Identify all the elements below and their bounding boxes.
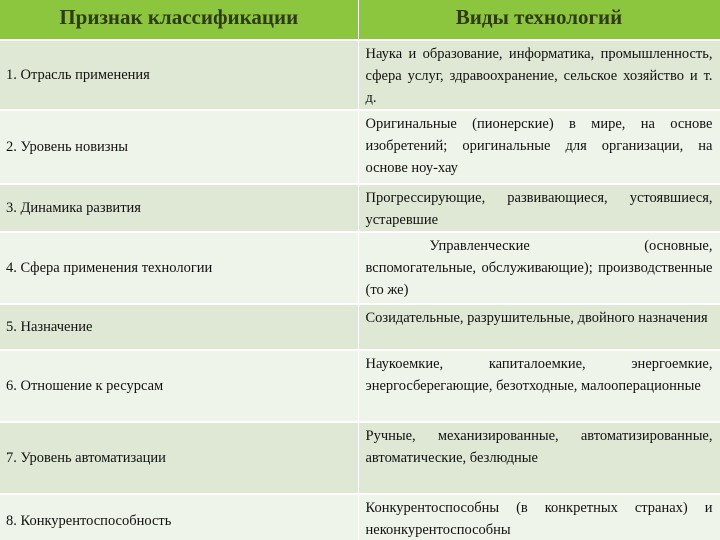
table-row bbox=[0, 494, 720, 540]
row-feature: 4. Сфера применения технологии bbox=[0, 232, 358, 304]
table-row bbox=[0, 422, 720, 494]
row-feature: 3. Динамика развития bbox=[0, 184, 358, 232]
row-feature: 7. Уровень автоматизации bbox=[0, 422, 358, 494]
table-header-row bbox=[0, 0, 720, 40]
table-row bbox=[0, 40, 720, 110]
table-row bbox=[0, 232, 720, 304]
row-feature: 6. Отношение к ресурсам bbox=[0, 350, 358, 422]
row-types: Оригинальные (пионерские) в мире, на основе изобретений; оригинальные для организации, на основе ноу-хау bbox=[358, 110, 720, 184]
row-types: Наукоемкие, капиталоемкие, энергоемкие, энергосберегающие, безотходные, малооперационные bbox=[358, 350, 720, 422]
row-feature: 1. Отрасль применения bbox=[0, 40, 358, 110]
table-row bbox=[0, 304, 720, 350]
row-types: Управленческие (основные, вспомогательные, обслуживающие); производственные (то же) bbox=[358, 232, 720, 304]
table-row bbox=[0, 184, 720, 232]
row-feature: 8. Конкурентоспособность bbox=[0, 494, 358, 540]
row-types: Ручные, механизированные, автоматизированные, автоматические, безлюдные bbox=[358, 422, 720, 494]
row-types: Наука и образование, информатика, промышленность, сфера услуг, здравоохранение, сельское хозяйство и т. д. bbox=[358, 40, 720, 110]
table-row bbox=[0, 350, 720, 422]
header-feature: Признак классификации bbox=[0, 0, 358, 40]
row-feature: 2. Уровень новизны bbox=[0, 110, 358, 184]
row-types: Созидательные, разрушительные, двойного назначения bbox=[358, 304, 720, 350]
row-types: Прогрессирующие, развивающиеся, устоявшиеся, устаревшие bbox=[358, 184, 720, 232]
row-types: Конкурентоспособны (в конкретных странах) и неконкурентоспособны bbox=[358, 494, 720, 540]
header-types: Виды технологий bbox=[358, 0, 720, 40]
row-feature: 5. Назначение bbox=[0, 304, 358, 350]
table-row bbox=[0, 110, 720, 184]
